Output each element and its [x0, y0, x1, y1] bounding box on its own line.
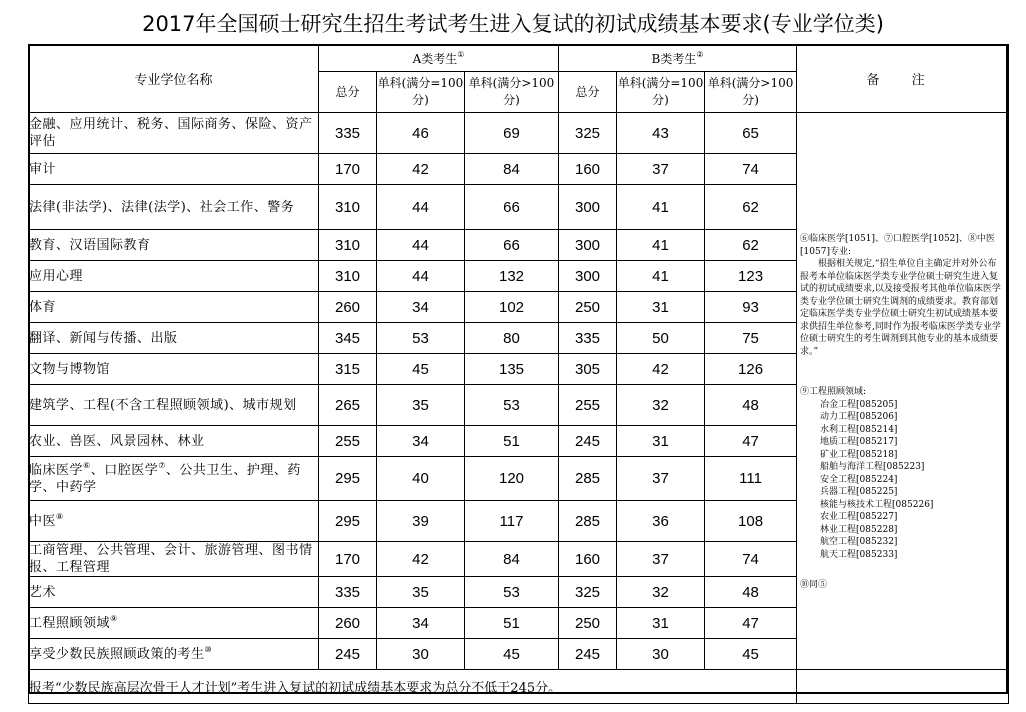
a-singlegt100: 51	[465, 426, 559, 457]
footnote-mark: ⑥	[83, 460, 91, 470]
list-item: 船舶与海洋工程[085223]	[820, 462, 925, 473]
group-a-mark: ①	[457, 49, 465, 59]
b-singlegt100: 74	[705, 542, 797, 577]
row-name: 翻译、新闻与传播、出版	[29, 323, 319, 354]
list-item: 安全工程[085224]	[820, 474, 898, 485]
a-total: 345	[319, 323, 377, 354]
b-single100: 37	[617, 457, 705, 501]
a-single100: 44	[377, 261, 465, 292]
b-singlegt100: 48	[705, 385, 797, 426]
b-total: 285	[559, 501, 617, 542]
a-total: 295	[319, 457, 377, 501]
row-name-part: 临床医学	[29, 462, 84, 478]
b-total: 300	[559, 230, 617, 261]
b-total: 245	[559, 426, 617, 457]
b-single100-header: 单科(满分=100分)	[617, 72, 705, 113]
b-total: 325	[559, 113, 617, 154]
b-single100: 36	[617, 501, 705, 542]
a-single100-header: 单科(满分=100分)	[377, 72, 465, 113]
list-item: 农业工程[085227]	[820, 512, 898, 523]
a-single100: 35	[377, 577, 465, 608]
row-name: 建筑学、工程(不含工程照顾领域)、城市规划	[29, 385, 319, 426]
a-single100: 34	[377, 292, 465, 323]
b-singlegt100: 62	[705, 185, 797, 230]
list-item: 动力工程[085206]	[820, 412, 898, 423]
list-item: 矿业工程[085218]	[820, 449, 898, 460]
b-single100: 41	[617, 185, 705, 230]
a-total: 255	[319, 426, 377, 457]
b-singlegt100: 45	[705, 639, 797, 670]
list-item: 地质工程[085217]	[820, 437, 898, 448]
a-total: 295	[319, 501, 377, 542]
row-name: 艺术	[29, 577, 319, 608]
a-singlegt100: 120	[465, 457, 559, 501]
b-singlegt100-header: 单科(满分>100分)	[705, 72, 797, 113]
footnote-mark: ⑨	[110, 613, 118, 623]
b-total: 160	[559, 542, 617, 577]
b-singlegt100: 47	[705, 608, 797, 639]
row-name-part: 享受少数民族照顾政策的考生	[29, 646, 205, 662]
b-singlegt100: 74	[705, 154, 797, 185]
a-total-header: 总分	[319, 72, 377, 113]
row-name: 工商管理、公共管理、会计、旅游管理、图书情报、工程管理	[29, 542, 319, 577]
b-singlegt100: 123	[705, 261, 797, 292]
b-singlegt100: 93	[705, 292, 797, 323]
b-total: 300	[559, 261, 617, 292]
b-singlegt100: 111	[705, 457, 797, 501]
group-b-mark: ②	[696, 49, 704, 59]
page-title: 2017年全国硕士研究生招生考试考生进入复试的初试成绩基本要求(专业学位类)	[142, 12, 884, 36]
row-name-part: 、公共卫生、护理、药学、中药学	[29, 462, 301, 495]
row-name: 应用心理	[29, 261, 319, 292]
list-item: 核能与核技术工程[085226]	[820, 499, 934, 510]
a-singlegt100: 102	[465, 292, 559, 323]
b-singlegt100: 65	[705, 113, 797, 154]
b-single100: 31	[617, 426, 705, 457]
list-item: 林业工程[085228]	[820, 524, 898, 535]
b-single100: 30	[617, 639, 705, 670]
b-total: 160	[559, 154, 617, 185]
row-name: 体育	[29, 292, 319, 323]
row-name: 教育、汉语国际教育	[29, 230, 319, 261]
a-total: 170	[319, 542, 377, 577]
b-total: 245	[559, 639, 617, 670]
row-name: 金融、应用统计、税务、国际商务、保险、资产评估	[29, 113, 319, 154]
remarks-header: 备 注	[797, 45, 1009, 113]
a-singlegt100: 135	[465, 354, 559, 385]
a-singlegt100: 51	[465, 608, 559, 639]
a-single100: 45	[377, 354, 465, 385]
b-single100: 37	[617, 542, 705, 577]
a-total: 315	[319, 354, 377, 385]
b-total: 255	[559, 385, 617, 426]
b-total: 325	[559, 577, 617, 608]
list-item: 水利工程[085214]	[820, 424, 898, 435]
major-column-header: 专业学位名称	[29, 45, 319, 113]
row-name: 法律(非法学)、法律(法学)、社会工作、警务	[29, 185, 319, 230]
a-total: 335	[319, 113, 377, 154]
a-single100: 53	[377, 323, 465, 354]
b-single100: 42	[617, 354, 705, 385]
b-single100: 31	[617, 292, 705, 323]
a-total: 310	[319, 185, 377, 230]
b-single100: 32	[617, 385, 705, 426]
group-b-label: B类考生	[651, 51, 697, 66]
a-total: 260	[319, 608, 377, 639]
a-total: 310	[319, 261, 377, 292]
b-singlegt100: 75	[705, 323, 797, 354]
b-single100: 32	[617, 577, 705, 608]
a-total: 260	[319, 292, 377, 323]
a-single100: 34	[377, 608, 465, 639]
a-singlegt100: 45	[465, 639, 559, 670]
b-total: 285	[559, 457, 617, 501]
group-a-label: A类考生	[412, 51, 458, 66]
b-total-header: 总分	[559, 72, 617, 113]
b-total: 300	[559, 185, 617, 230]
b-single100: 43	[617, 113, 705, 154]
b-total: 305	[559, 354, 617, 385]
b-singlegt100: 108	[705, 501, 797, 542]
row-name-part: 工程照顾领域	[29, 615, 111, 631]
a-total: 170	[319, 154, 377, 185]
row-name: 文物与博物馆	[29, 354, 319, 385]
a-single100: 40	[377, 457, 465, 501]
b-single100: 31	[617, 608, 705, 639]
b-singlegt100: 48	[705, 577, 797, 608]
a-single100: 44	[377, 230, 465, 261]
a-singlegt100: 84	[465, 154, 559, 185]
row-name: 审计	[29, 154, 319, 185]
a-singlegt100: 84	[465, 542, 559, 577]
footnote-mark: ⑦	[158, 460, 166, 470]
b-total: 250	[559, 292, 617, 323]
a-single100: 46	[377, 113, 465, 154]
a-single100: 42	[377, 154, 465, 185]
remarks-note-minority: ⑩同⑤	[800, 580, 828, 591]
a-single100: 39	[377, 501, 465, 542]
list-item: 冶金工程[085205]	[820, 399, 898, 410]
remarks-note-medical-head: ⑥临床医学[1051]、⑦口腔医学[1052]、⑧中医[1057]专业:	[800, 234, 995, 257]
a-singlegt100-header: 单科(满分>100分)	[465, 72, 559, 113]
b-single100: 41	[617, 230, 705, 261]
b-single100: 50	[617, 323, 705, 354]
a-total: 245	[319, 639, 377, 670]
b-single100: 41	[617, 261, 705, 292]
a-total: 265	[319, 385, 377, 426]
list-item: 兵器工程[085225]	[820, 487, 898, 498]
b-total: 250	[559, 608, 617, 639]
a-total: 310	[319, 230, 377, 261]
b-total: 335	[559, 323, 617, 354]
list-item: 航空工程[085232]	[820, 537, 898, 548]
a-singlegt100: 53	[465, 577, 559, 608]
a-singlegt100: 53	[465, 385, 559, 426]
a-singlegt100: 117	[465, 501, 559, 542]
row-name-part: 、口腔医学	[90, 462, 159, 478]
remarks-note-medical-body: 根据相关规定,“招生单位自主确定并对外公布报考本单位临床医学类专业学位硕士研究生进入复试的初试成绩要求,以及接受报考其他单位临床医学类专业学位硕士研究生调剂的成绩要求。教育部划定临床医学类专业学位硕士研究生初试成绩基本要求供招生单位参考,同时作为报考临床医学类专业学位硕士研究生的考生调剂到其他专业的基本成绩要求。”	[800, 259, 1001, 357]
a-singlegt100: 69	[465, 113, 559, 154]
b-singlegt100: 47	[705, 426, 797, 457]
list-item: 航天工程[085233]	[820, 549, 898, 560]
table-outer-frame	[28, 44, 1008, 694]
remarks-note-engineering-head: ⑨工程照顾领域:	[800, 387, 867, 398]
b-singlegt100: 62	[705, 230, 797, 261]
row-name-part: 中医	[29, 513, 57, 529]
a-singlegt100: 66	[465, 185, 559, 230]
a-single100: 42	[377, 542, 465, 577]
a-singlegt100: 80	[465, 323, 559, 354]
a-singlegt100: 132	[465, 261, 559, 292]
b-single100: 37	[617, 154, 705, 185]
footnote-mark: ⑧	[56, 511, 64, 521]
row-name: 农业、兽医、风景园林、林业	[29, 426, 319, 457]
a-single100: 30	[377, 639, 465, 670]
footnote-mark: ⑩	[204, 644, 213, 654]
a-single100: 34	[377, 426, 465, 457]
footnote-text: 报考“少数民族高层次骨干人才计划”考生进入复试的初试成绩基本要求为总分不低于245分。	[29, 670, 797, 704]
b-singlegt100: 126	[705, 354, 797, 385]
a-single100: 35	[377, 385, 465, 426]
a-single100: 44	[377, 185, 465, 230]
a-total: 335	[319, 577, 377, 608]
a-singlegt100: 66	[465, 230, 559, 261]
